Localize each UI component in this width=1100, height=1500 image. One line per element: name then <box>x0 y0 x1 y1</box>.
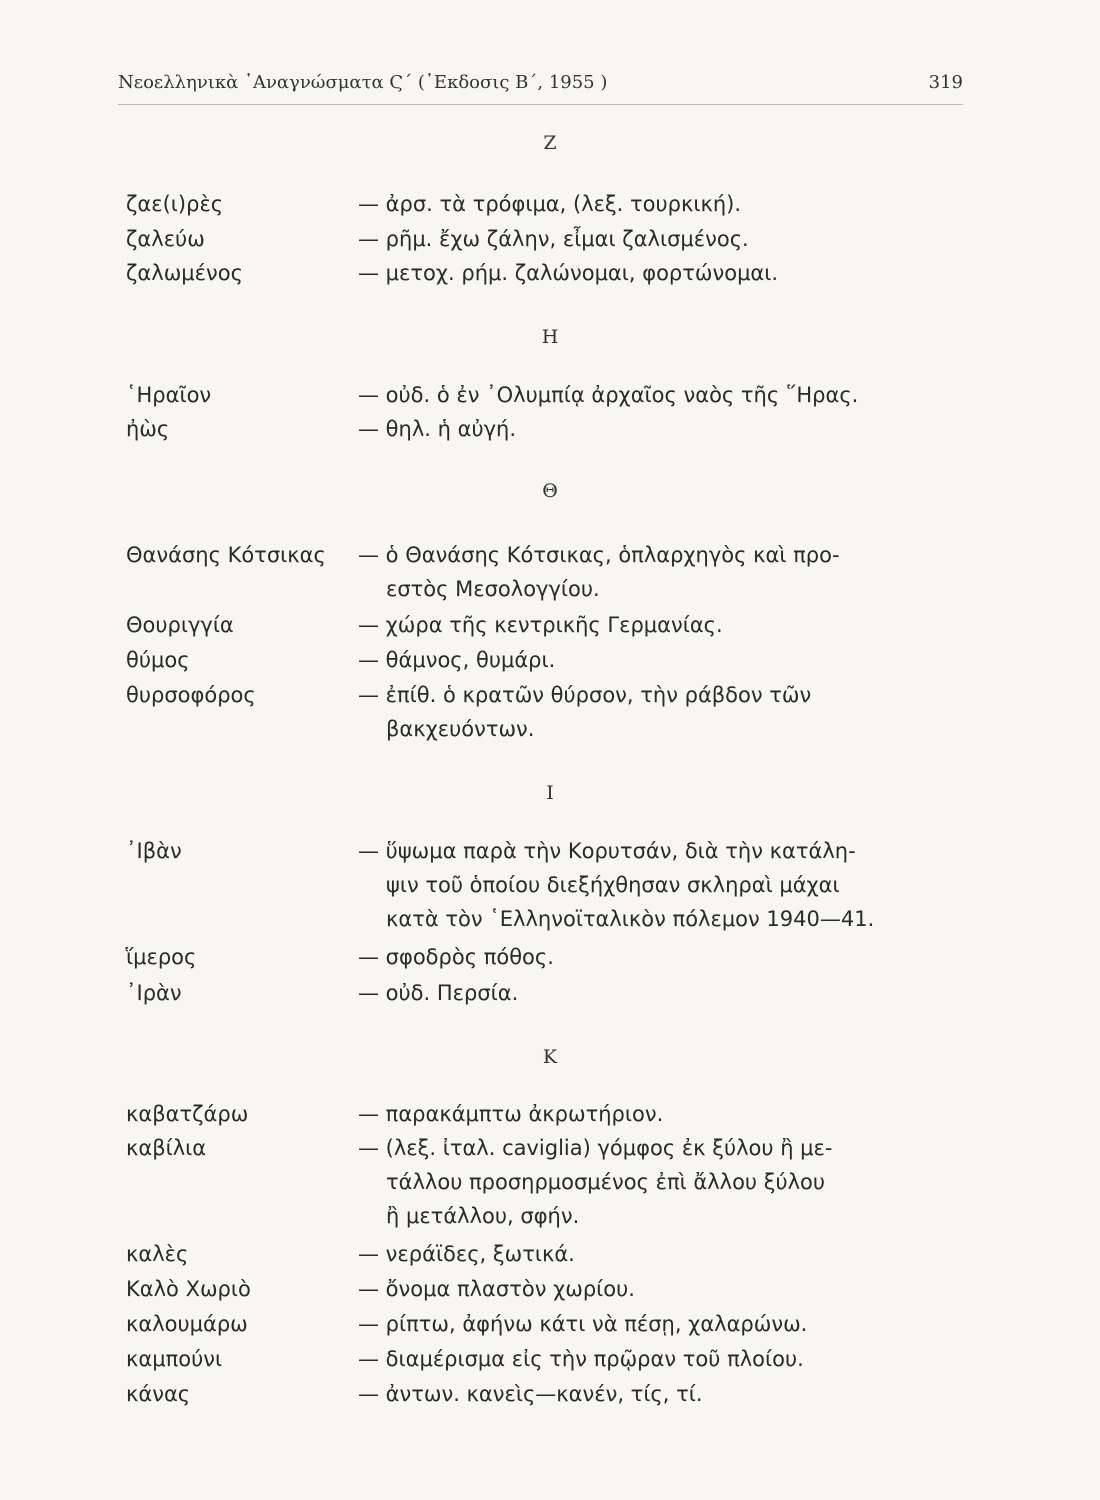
entry-term: θύμος <box>126 648 190 672</box>
section-letter-theta: Θ <box>542 480 558 502</box>
entry-term: καλουμάρω <box>126 1312 248 1336</box>
entry-definition: — θάμνος, θυμάρι. <box>358 648 556 672</box>
entry-term: καβατζάρω <box>126 1102 249 1126</box>
entry-term: ζαε(ι)ρὲς <box>126 192 224 216</box>
entry-definition: — ὁ Θανάσης Κότσικας, ὁπλαρχηγὸς καὶ προ- εστὸς Μεσολογγίου. <box>358 543 840 601</box>
entry-definition: — οὐδ. Περσία. <box>358 981 519 1005</box>
entry-definition: — ρῆμ. ἔχω ζάλην, εἶμαι ζαλισμένος. <box>358 227 749 251</box>
entry-definition: — θηλ. ἡ αὐγή. <box>358 417 517 441</box>
entry-definition: — οὐδ. ὁ ἐν ᾿Ολυμπίᾳ ἀρχαῖος ναὸς τῆς ῞Ηρας. <box>358 383 859 407</box>
page-number: 319 <box>928 72 963 93</box>
entry-term: θυρσοφόρος <box>126 683 256 707</box>
entry-definition: — διαμέρισμα εἰς τὴν πρῷραν τοῦ πλοίου. <box>358 1347 804 1371</box>
entry-term: καλὲς <box>126 1242 189 1266</box>
header-rule <box>118 104 963 105</box>
header-title: Νεοελληνικὰ ᾿Αναγνώσματα Ϛ΄ (᾿Εκδοσις Β΄, 1955 ) <box>118 72 608 93</box>
entry-definition: — ρίπτω, ἀφήνω κάτι νὰ πέσῃ, χαλαρώνω. <box>358 1312 808 1336</box>
entry-term: ζαλωμένος <box>126 261 243 285</box>
entry-definition: — ἀρσ. τὰ τρόφιμα, (λεξ. τουρκική). <box>358 192 742 216</box>
entry-term: ἵμερος <box>126 945 197 969</box>
entry-term: ᾿Ιρὰν <box>126 981 182 1005</box>
entry-term: Θανάσης Κότσικας <box>126 543 326 567</box>
entry-term: καμπούνι <box>126 1347 223 1371</box>
section-letter-zeta: Ζ <box>543 132 557 154</box>
entry-term: Θουριγγία <box>126 613 234 637</box>
entry-definition: — μετοχ. ρήμ. ζαλώνομαι, φορτώνομαι. <box>358 261 779 285</box>
entry-term: κάνας <box>126 1382 191 1406</box>
entry-definition: — παρακάμπτω ἀκρωτήριον. <box>358 1102 664 1126</box>
entry-definition: — σφοδρὸς πόθος. <box>358 945 554 969</box>
entry-term: ῾Ηραῖον <box>126 383 212 407</box>
entry-definition: — ὕψωμα παρὰ τὴν Κορυτσάν, διὰ τὴν κατάλη- ψιν τοῦ ὁποίου διεξήχθησαν σκληραὶ μάχαι κατὰ τὸν ῾Ελληνοϊταλικὸν πόλεμον 1940—41. <box>358 839 875 931</box>
entry-definition: — χώρα τῆς κεντρικῆς Γερμανίας. <box>358 613 723 637</box>
entry-term: ζαλεύω <box>126 227 205 251</box>
section-letter-kappa: Κ <box>542 1046 558 1068</box>
entry-definition: — ὄνομα πλαστὸν χωρίου. <box>358 1277 635 1301</box>
entry-definition: — ἐπίθ. ὁ κρατῶν θύρσον, τὴν ράβδον τῶν βακχευόντων. <box>358 683 812 741</box>
entry-definition: — (λεξ. ἰταλ. caviglia) γόμφος ἐκ ξύλου ἢ με- τάλλου προσηρμοσμένος ἐπὶ ἄλλου ξύλου ἢ μετάλλου, σφήν. <box>358 1136 833 1228</box>
entry-term: ᾿Ιβὰν <box>126 839 182 863</box>
entry-definition: — ἀντων. κανεὶς—κανέν, τίς, τί. <box>358 1382 703 1406</box>
entry-term: ἠὼς <box>126 417 170 441</box>
section-letter-iota: Ι <box>546 782 554 804</box>
section-letter-eta: Η <box>541 326 559 348</box>
entry-term: Καλὸ Χωριὸ <box>126 1277 251 1301</box>
running-header <box>118 72 963 100</box>
entry-term: καβίλια <box>126 1136 207 1160</box>
entry-definition: — νεράϊδες, ξωτικά. <box>358 1242 575 1266</box>
